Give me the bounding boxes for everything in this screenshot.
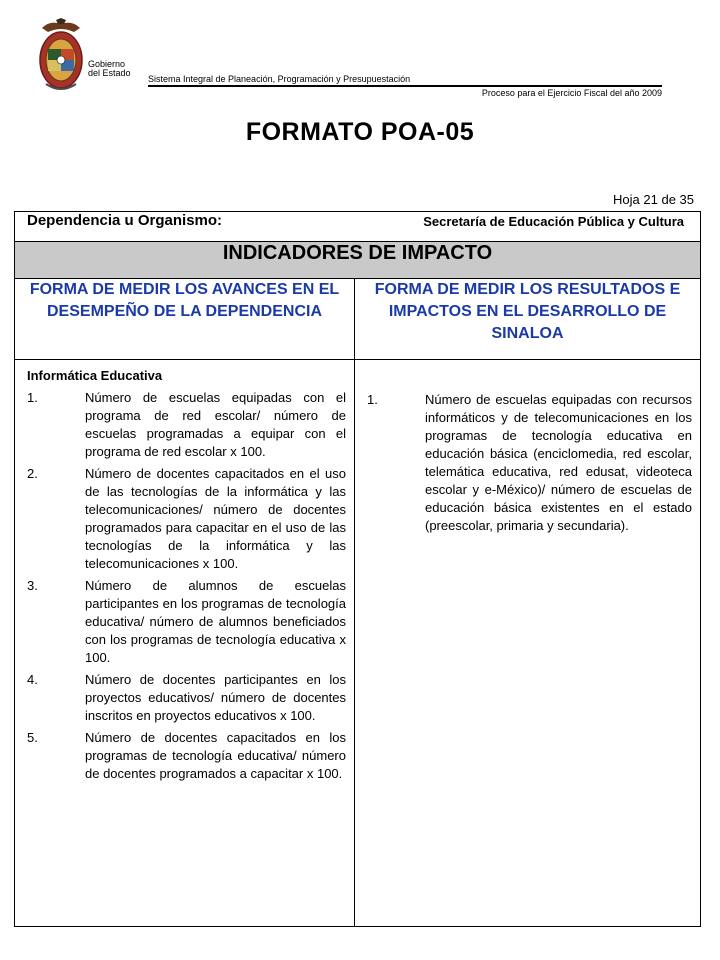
item-text: Número de docentes capacitados en los programas de tecnología educativa/ número de docentes programados a capacitar x 100. (85, 730, 346, 781)
right-content-cell (355, 360, 701, 927)
gobierno-label (88, 60, 131, 78)
sistema-label: Sistema Integral de Planeación, Programación y Presupuestación (148, 74, 411, 84)
left-content-cell (15, 360, 355, 927)
indicadores-table (14, 211, 701, 927)
right-list (355, 391, 700, 535)
dependencia-value: Secretaría de Educación Pública y Cultura (423, 214, 684, 229)
state-coat-of-arms-icon (38, 18, 84, 94)
list-item (15, 729, 354, 783)
item-text: Número de escuelas equipadas con recursos informáticos y de telecomunicaciones en los programas de tecnología educativa en educación básica (enciclomedia, red escolar, telemática educativa, red edusat, videoteca escolar y e-México)/ número de escuelas de educación básica existentes en el estado (preescolar, primaria y secundaria). (425, 392, 692, 533)
item-text: Número de docentes participantes en los proyectos educativos/ número de docentes inscritos en proyectos educativos x 100. (85, 672, 346, 723)
proceso-label: Proceso para el Ejercicio Fiscal del año 2009 (481, 88, 662, 98)
dependencia-cell (15, 212, 701, 242)
item-number: 3. (27, 578, 38, 593)
item-number: 1. (367, 392, 378, 407)
page-number: Hoja 21 de 35 (613, 192, 694, 207)
item-text: Número de alumnos de escuelas participantes en los programas de tecnología educativa/ número de alumnos beneficiados con los programas de tecnología educativa x 100. (85, 578, 346, 665)
page-title: FORMATO POA-05 (245, 118, 475, 146)
left-subtitle: Informática Educativa (27, 368, 163, 383)
gobierno-line2: del Estado (88, 68, 131, 78)
list-item (15, 465, 354, 573)
item-number: 5. (27, 730, 38, 745)
right-column-header: FORMA DE MEDIR LOS RESULTADOS E IMPACTOS EN EL DESARROLLO DE SINALOA (355, 279, 701, 360)
item-number: 2. (27, 466, 38, 481)
item-text: Número de docentes capacitados en el uso de las tecnologías de la informática y las telecomunicaciones/ número de docentes programados para capacitar en el uso de las tecnologías de la informática y las telecomunicaciones x 100. (85, 466, 346, 571)
list-item (15, 577, 354, 667)
left-list (15, 389, 354, 783)
dependencia-label: Dependencia u Organismo: (27, 212, 223, 229)
list-item (355, 391, 700, 535)
column-header-row (15, 279, 701, 360)
item-number: 1. (27, 390, 38, 405)
section-title: INDICADORES DE IMPACTO (15, 242, 701, 279)
item-text: Número de escuelas equipadas con el programa de red escolar/ número de escuelas programadas a equipar con el programa de red escolar x 100. (85, 390, 346, 459)
list-item (15, 389, 354, 461)
item-number: 4. (27, 672, 38, 687)
dependencia-row (15, 212, 701, 242)
left-column-header: FORMA DE MEDIR LOS AVANCES EN EL DESEMPEÑO DE LA DEPENDENCIA (15, 279, 355, 360)
header-divider (148, 85, 662, 87)
gobierno-line1: Gobierno (88, 59, 126, 69)
section-title-row (15, 242, 701, 279)
content-row (15, 360, 701, 927)
list-item (15, 671, 354, 725)
